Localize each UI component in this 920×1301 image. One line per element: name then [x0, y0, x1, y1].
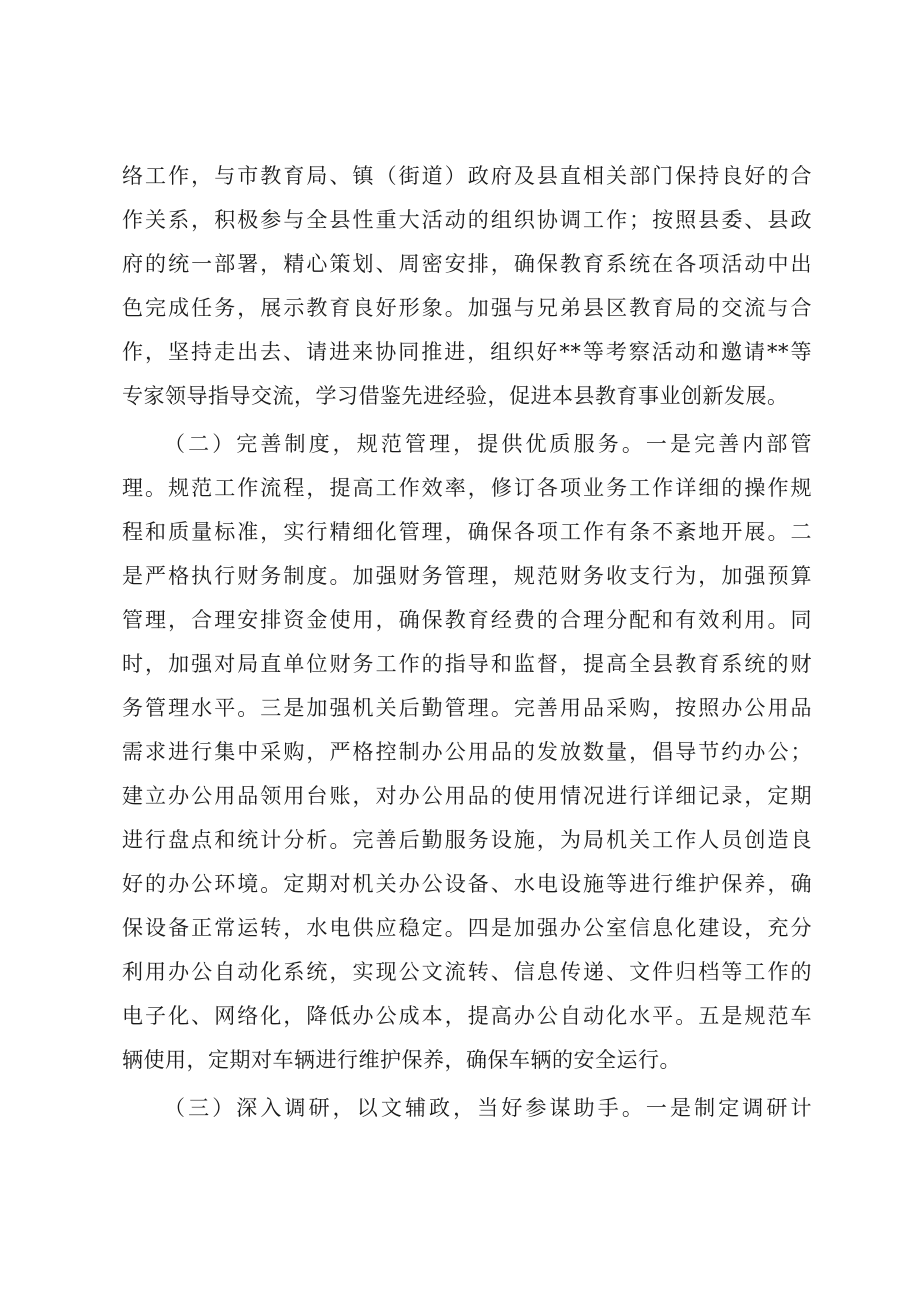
text-line: 络工作，与市教育局、镇（街道）政府及县直相关部门保持良好的合: [122, 164, 812, 188]
text-line: 利用办公自动化系统，实现公文流转、信息传递、文件归档等工作的: [122, 960, 812, 984]
text-line: 电子化、网络化，降低办公成本，提高办公自动化水平。五是规范车: [122, 1004, 812, 1028]
text-line: 府的统一部署，精心策划、周密安排，确保教育系统在各项活动中出: [122, 252, 812, 276]
text-line: 管理，合理安排资金使用，确保教育经费的合理分配和有效利用。同: [122, 608, 812, 632]
section-heading-line: （三）深入调研，以文辅政，当好参谋助手。一是制定调研计: [164, 1096, 812, 1120]
text-line: 作，坚持走出去、请进来协同推进，组织好**等考察活动和邀请**等: [122, 340, 812, 364]
text-line: 建立办公用品领用台账，对办公用品的使用情况进行详细记录，定期: [122, 784, 812, 808]
text-line: 程和质量标准，实行精细化管理，确保各项工作有条不紊地开展。二: [122, 520, 812, 544]
text-line: 辆使用，定期对车辆进行维护保养，确保车辆的安全运行。: [122, 1048, 681, 1072]
text-line: 好的办公环境。定期对机关办公设备、水电设施等进行维护保养，确: [122, 872, 812, 896]
text-line: 专家领导指导交流，学习借鉴先进经验，促进本县教育事业创新发展。: [122, 384, 789, 408]
text-line: 作关系，积极参与全县性重大活动的组织协调工作；按照县委、县政: [122, 208, 812, 232]
text-line: 务管理水平。三是加强机关后勤管理。完善用品采购，按照办公用品: [122, 696, 812, 720]
text-line: 时，加强对局直单位财务工作的指导和监督，提高全县教育系统的财: [122, 652, 812, 676]
section-heading-line: （二）完善制度，规范管理，提供优质服务。一是完善内部管: [164, 432, 812, 456]
text-line: 需求进行集中采购，严格控制办公用品的发放数量，倡导节约办公；: [122, 740, 812, 764]
text-line: 理。规范工作流程，提高工作效率，修订各项业务工作详细的操作规: [122, 476, 812, 500]
text-line: 保设备正常运转，水电供应稳定。四是加强办公室信息化建设，充分: [122, 916, 812, 940]
text-line: 是严格执行财务制度。加强财务管理，规范财务收支行为，加强预算: [122, 564, 812, 588]
text-line: 进行盘点和统计分析。完善后勤服务设施，为局机关工作人员创造良: [122, 828, 812, 852]
text-line: 色完成任务，展示教育良好形象。加强与兄弟县区教育局的交流与合: [122, 296, 812, 320]
